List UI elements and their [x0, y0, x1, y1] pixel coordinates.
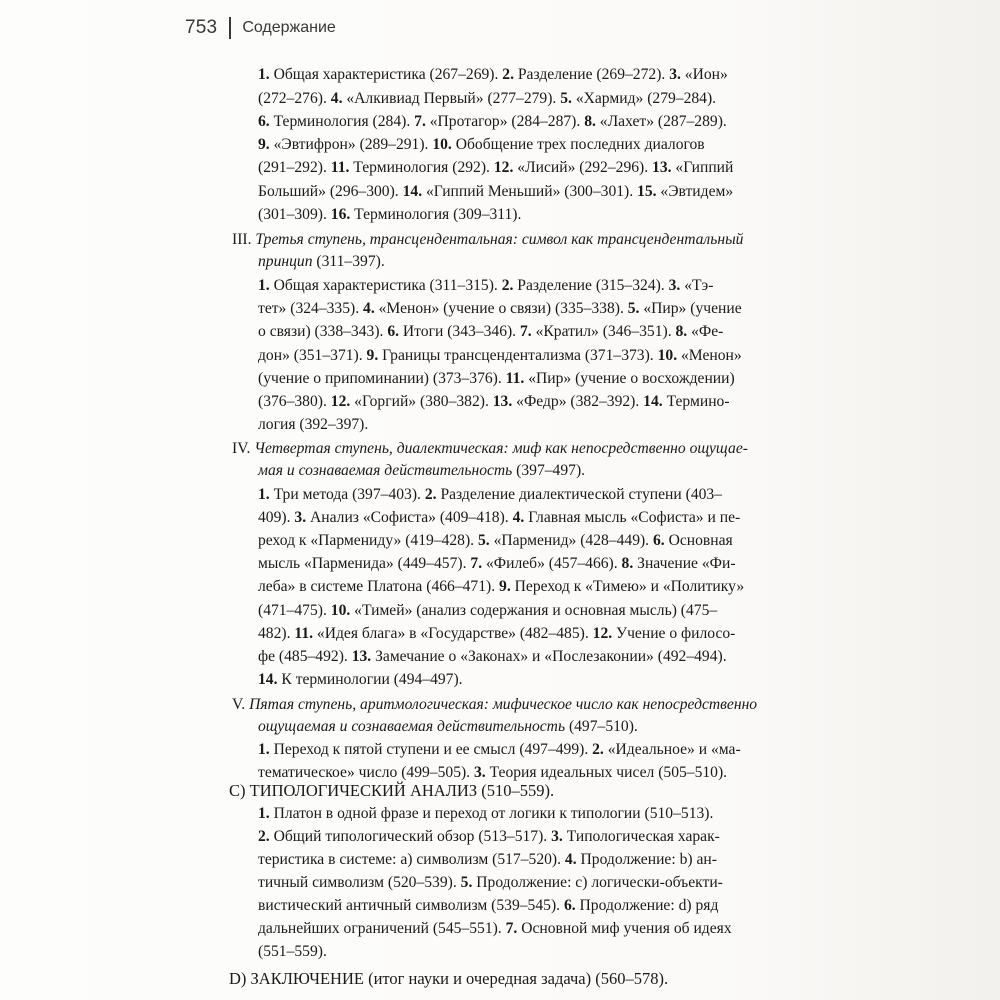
toc-section-heading: III. Третья ступень, трансцендентальная: символ как трансцендентальный: [232, 231, 744, 248]
toc-section-heading: ощущаемая и сознаваемая действительность (497–510).: [258, 718, 638, 735]
toc-line: фе (485–492). 13. Замечание о «Законах» и «Послезаконии» (492–494).: [258, 648, 727, 665]
toc-line: 14. К терминологии (494–497).: [258, 671, 463, 688]
toc-section-heading: мая и сознаваемая действительность (397–497).: [258, 462, 586, 479]
toc-line: 409). 3. Анализ «Софиста» (409–418). 4. Главная мысль «Софиста» и пе-: [258, 509, 741, 526]
toc-line: вистический античный символизм (539–545). 6. Продолжение: d) ряд: [258, 897, 719, 914]
toc-line: логия (392–397).: [258, 416, 369, 433]
toc-line: (471–475). 10. «Тимей» (анализ содержания и основная мысль) (475–: [258, 602, 718, 619]
toc-part-heading: D) ЗАКЛЮЧЕНИЕ (итог науки и очередная задача) (560–578).: [229, 969, 669, 988]
toc-line: тичный символизм (520–539). 5. Продолжение: c) логически-объекти-: [258, 874, 723, 891]
toc-part-heading: С) ТИПОЛОГИЧЕСКИЙ АНАЛИЗ (510–559).: [229, 781, 555, 800]
toc-line: мысль «Парменида» (449–457). 7. «Филеб» (457–466). 8. Значение «Фи-: [258, 555, 736, 572]
toc-line: 1. Платон в одной фразе и переход от логики к типологии (510–513).: [258, 805, 714, 822]
toc-line: (301–309). 16. Терминология (309–311).: [258, 206, 522, 223]
toc-line: 1. Общая характеристика (267–269). 2. Разделение (269–272). 3. «Ион»: [258, 66, 728, 83]
toc-line: (376–380). 12. «Горгий» (380–382). 13. «Федр» (382–392). 14. Термино-: [258, 393, 730, 410]
toc-line: 9. «Эвтифрон» (289–291). 10. Обобщение трех последних диалогов: [258, 136, 705, 153]
show-through-shadow: [760, 0, 1000, 1000]
toc-line: реход к «Пармениду» (419–428). 5. «Парменид» (428–449). 6. Основная: [258, 532, 733, 549]
running-title: Содержание: [242, 19, 336, 36]
toc-line: дон» (351–371). 9. Границы трансцендентализма (371–373). 10. «Менон»: [258, 347, 742, 364]
toc-line: 6. Терминология (284). 7. «Протагор» (284–287). 8. «Лахет» (287–289).: [258, 113, 727, 130]
toc-line: 1. Переход к пятой ступени и ее смысл (497–499). 2. «Идеальное» и «ма-: [258, 741, 741, 758]
toc-line: (291–292). 11. Терминология (292). 12. «Лисий» (292–296). 13. «Гиппий: [258, 159, 734, 176]
toc-line: Больший» (296–300). 14. «Гиппий Меньший» (300–301). 15. «Эвтидем»: [258, 183, 734, 200]
page-number: 753: [185, 17, 218, 38]
toc-line: о связи) (338–343). 6. Итоги (343–346). 7. «Кратил» (346–351). 8. «Фе-: [258, 323, 724, 340]
toc-line: 2. Общий типологический обзор (513–517). 3. Типологическая харак-: [258, 828, 720, 845]
toc-line: 1. Общая характеристика (311–315). 2. Разделение (315–324). 3. «Тэ-: [258, 277, 714, 294]
toc-section-heading: V. Пятая ступень, аритмологическая: мифическое число как непосредственно: [232, 696, 758, 713]
toc-line: тет» (324–335). 4. «Менон» (учение о связи) (335–338). 5. «Пир» (учение: [258, 300, 742, 317]
toc-line: (551–559).: [258, 943, 327, 960]
toc-line: 482). 11. «Идея блага» в «Государстве» (482–485). 12. Учение о филосо-: [258, 625, 736, 642]
toc-section-heading: принцип (311–397).: [258, 253, 385, 270]
toc-line: (272–276). 4. «Алкивиад Первый» (277–279). 5. «Хармид» (279–284).: [258, 90, 717, 107]
toc-line: дальнейших ограничений (545–551). 7. Основной миф учения об идеях: [258, 920, 732, 937]
toc-line: 1. Три метода (397–403). 2. Разделение диалектической ступени (403–: [258, 486, 723, 503]
header-divider: [229, 17, 231, 39]
running-head: [185, 14, 336, 42]
toc-line: теристика в системе: a) символизм (517–520). 4. Продолжение: b) ан-: [258, 851, 717, 868]
toc-line: леба» в системе Платона (466–471). 9. Переход к «Тимею» и «Политику»: [258, 578, 745, 595]
toc-line: тематическое» число (499–505). 3. Теория идеальных чисел (505–510).: [258, 764, 728, 781]
toc-line: (учение о припоминании) (373–376). 11. «Пир» (учение о восхождении): [258, 370, 735, 387]
toc-section-heading: IV. Четвертая ступень, диалектическая: миф как непосредственно ощущае-: [232, 440, 748, 457]
